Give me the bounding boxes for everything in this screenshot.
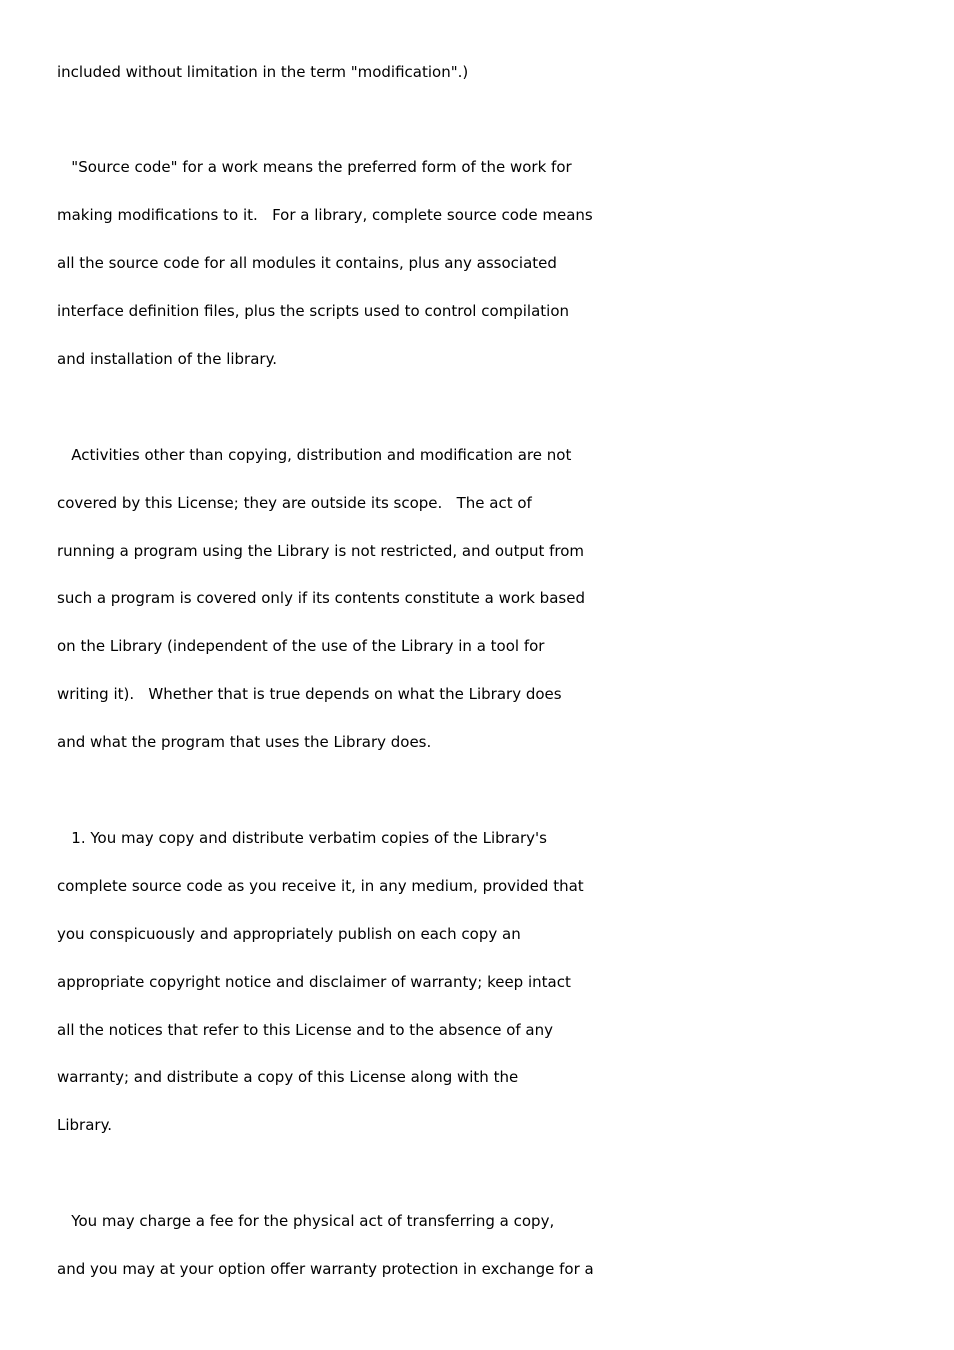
text-line: and you may at your option offer warranty protection in exchange for a [57, 1260, 594, 1278]
text-line: "Source code" for a work means the preferred form of the work for [57, 158, 572, 176]
text-line: you conspicuously and appropriately publish on each copy an [57, 925, 521, 943]
text-line: included without limitation in the term "modification".) [57, 63, 469, 81]
text-line: on the Library (independent of the use of the Library in a tool for [57, 637, 545, 655]
text-line: running a program using the Library is not restricted, and output from [57, 542, 585, 560]
text-line: complete source code as you receive it, in any medium, provided that [57, 877, 584, 895]
text-line: all the notices that refer to this License and to the absence of any [57, 1021, 554, 1039]
text-line: Library. [57, 1116, 113, 1134]
text-line: covered by this License; they are outside its scope. The act of [57, 494, 532, 512]
text-line: such a program is covered only if its contents constitute a work based [57, 589, 585, 607]
text-line: all the source code for all modules it contains, plus any associated [57, 254, 557, 272]
text-line: You may charge a fee for the physical act of transferring a copy, [57, 1212, 555, 1230]
text-line: 1. You may copy and distribute verbatim copies of the Library's [57, 829, 547, 847]
text-line: and what the program that uses the Library does. [57, 733, 432, 751]
text-line: warranty; and distribute a copy of this License along with the [57, 1068, 519, 1086]
text-line: Activities other than copying, distribution and modification are not [57, 446, 572, 464]
text-line: making modifications to it. For a library, complete source code means [57, 206, 593, 224]
text-line: appropriate copyright notice and disclaimer of warranty; keep intact [57, 973, 571, 991]
text-line: interface definition files, plus the scripts used to control compilation [57, 302, 570, 320]
text-line: and installation of the library. [57, 350, 278, 368]
text-line: writing it). Whether that is true depends on what the Library does [57, 685, 562, 703]
